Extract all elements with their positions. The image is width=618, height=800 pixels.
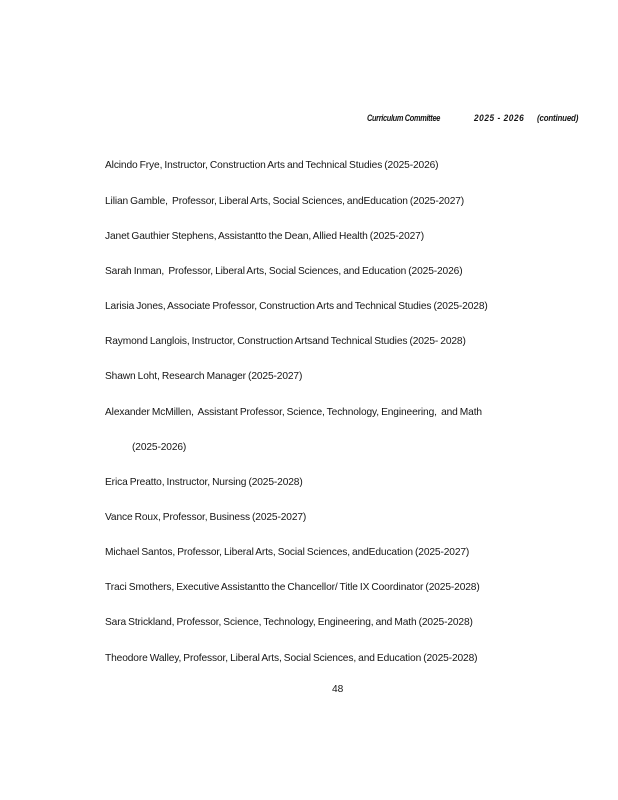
- header-term: 2025 - 2026: [474, 113, 525, 123]
- roster-line-continuation: (2025-2026): [132, 441, 187, 453]
- roster-line: Alexander McMillen, Assistant Professor, Science, Technology, Engineering, and Math: [105, 406, 482, 418]
- roster-line: Larisia Jones, Associate Professor, Construction Arts and Technical Studies (2025-2028): [105, 301, 488, 313]
- roster-line: Lilian Gamble, Professor, Liberal Arts, Social Sciences, andEducation (2025-2027): [105, 195, 465, 207]
- roster-line: Erica Preatto, Instructor, Nursing (2025-2028): [105, 476, 303, 488]
- roster-line: Theodore Walley, Professor, Liberal Arts, Social Sciences, and Education (2025-2028): [105, 652, 478, 664]
- header-title: Curriculum Committee: [367, 113, 440, 123]
- roster-line: Sarah Inman, Professor, Liberal Arts, Social Sciences, and Education (2025-2026): [105, 265, 463, 277]
- roster-line: Sara Strickland, Professor, Science, Technology, Engineering, and Math (2025-2028): [105, 617, 473, 629]
- roster-line: Shawn Loht, Research Manager (2025-2027): [105, 371, 303, 383]
- page-number: 48: [332, 684, 344, 695]
- roster-line: Traci Smothers, Executive Assistantto the Chancellor/ Title IX Coordinator (2025-2028): [105, 582, 480, 594]
- header-continued-note: (continued): [537, 113, 579, 123]
- roster-line: Michael Santos, Professor, Liberal Arts, Social Sciences, andEducation (2025-2027): [105, 547, 470, 559]
- roster-line: Raymond Langlois, Instructor, Construction Artsand Technical Studies (2025- 2028): [105, 336, 466, 348]
- committee-roster: [105, 137, 585, 688]
- roster-line: Janet Gauthier Stephens, Assistantto the Dean, Allied Health (2025-2027): [105, 230, 424, 242]
- roster-line: Alcindo Frye, Instructor, Construction Arts and Technical Studies (2025-2026): [105, 160, 439, 172]
- roster-line: Vance Roux, Professor, Business (2025-2027): [105, 512, 307, 523]
